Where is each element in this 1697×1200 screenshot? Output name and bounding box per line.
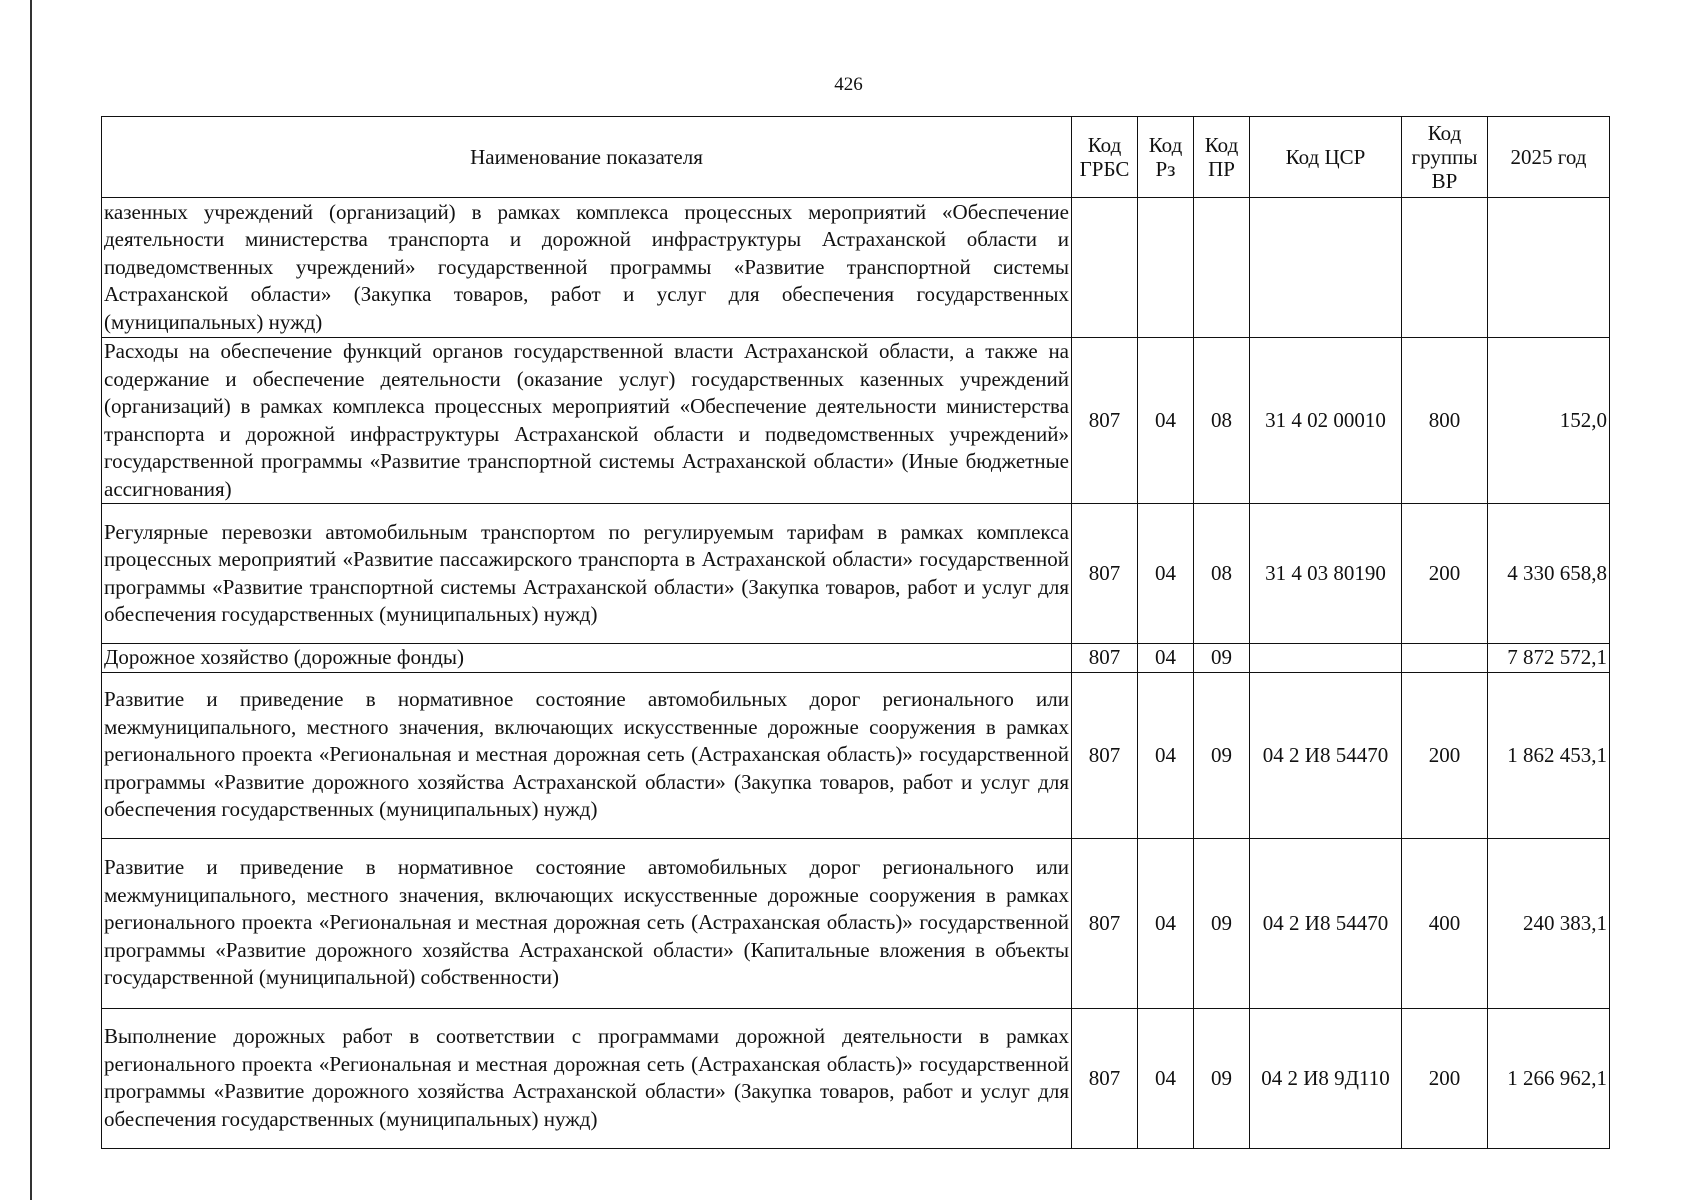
row-amount: 240 383,1 <box>1488 838 1610 1008</box>
budget-table <box>101 116 1610 1149</box>
row-grbs: 807 <box>1072 1008 1138 1148</box>
row-name: Регулярные перевозки автомобильным транспортом по регулируемым тарифам в рамках комплекса процессных мероприятий «Развитие пассажирского транспорта в Астраханской области» государственной программы «Развитие транспортной системы Астраханской области» (Закупка товаров, работ и услуг для обеспечения государственных (муниципальных) нужд) <box>102 504 1072 644</box>
row-vr: 400 <box>1402 838 1488 1008</box>
row-pr: 08 <box>1194 504 1250 644</box>
row-csr: 04 2 И8 54470 <box>1250 838 1402 1008</box>
table-row <box>102 672 1610 838</box>
row-rz: 04 <box>1138 672 1194 838</box>
row-rz: 04 <box>1138 644 1194 673</box>
row-rz: 04 <box>1138 338 1194 504</box>
row-rz: 04 <box>1138 1008 1194 1148</box>
row-vr: 800 <box>1402 338 1488 504</box>
row-grbs: 807 <box>1072 672 1138 838</box>
row-rz: 04 <box>1138 504 1194 644</box>
table-row <box>102 644 1610 673</box>
row-grbs: 807 <box>1072 644 1138 673</box>
row-pr: 09 <box>1194 1008 1250 1148</box>
row-vr: 200 <box>1402 1008 1488 1148</box>
row-name: казенных учреждений (организаций) в рамках комплекса процессных мероприятий «Обеспечение деятельности министерства транспорта и дорожной инфраструктуры Астраханской области и подведомственных учреждений» государственной программы «Развитие транспортной системы Астраханской области» (Закупка товаров, работ и услуг для обеспечения государственных (муниципальных) нужд) <box>102 198 1072 338</box>
row-rz <box>1138 198 1194 338</box>
table-row <box>102 198 1610 338</box>
row-name: Развитие и приведение в нормативное состояние автомобильных дорог регионального или межмуниципального, местного значения, включающих искусственные дорожные сооружения в рамках регионального проекта «Региональная и местная дорожная сеть (Астраханская область)» государственной программы «Развитие дорожного хозяйства Астраханской области» (Закупка товаров, работ и услуг для обеспечения государственных (муниципальных) нужд) <box>102 672 1072 838</box>
row-amount: 152,0 <box>1488 338 1610 504</box>
row-vr <box>1402 198 1488 338</box>
row-csr: 04 2 И8 9Д110 <box>1250 1008 1402 1148</box>
row-name: Расходы на обеспечение функций органов государственной власти Астраханской области, а также на содержание и обеспечение деятельности (оказание услуг) государственных казенных учреждений (организаций) в рамках комплекса процессных мероприятий «Обеспечение деятельности министерства транспорта и дорожной инфраструктуры Астраханской области и подведомственных учреждений» государственной программы «Развитие транспортной системы Астраханской области» (Иные бюджетные ассигнования) <box>102 338 1072 504</box>
row-grbs: 807 <box>1072 838 1138 1008</box>
row-grbs: 807 <box>1072 504 1138 644</box>
row-vr: 200 <box>1402 672 1488 838</box>
header-csr: Код ЦСР <box>1250 117 1402 198</box>
table-row <box>102 838 1610 1008</box>
row-name: Развитие и приведение в нормативное состояние автомобильных дорог регионального или межмуниципального, местного значения, включающих искусственные дорожные сооружения в рамках регионального проекта «Региональная и местная дорожная сеть (Астраханская область)» государственной программы «Развитие дорожного хозяйства Астраханской области» (Капитальные вложения в объекты государственной (муниципальной) собственности) <box>102 838 1072 1008</box>
row-pr: 09 <box>1194 644 1250 673</box>
row-amount: 4 330 658,8 <box>1488 504 1610 644</box>
page-number: 426 <box>834 74 863 95</box>
row-csr <box>1250 198 1402 338</box>
row-csr: 31 4 03 80190 <box>1250 504 1402 644</box>
row-vr <box>1402 644 1488 673</box>
header-year: 2025 год <box>1488 117 1610 198</box>
row-pr: 09 <box>1194 672 1250 838</box>
row-amount: 1 266 962,1 <box>1488 1008 1610 1148</box>
row-csr <box>1250 644 1402 673</box>
row-amount: 1 862 453,1 <box>1488 672 1610 838</box>
row-pr <box>1194 198 1250 338</box>
row-pr: 09 <box>1194 838 1250 1008</box>
row-name: Выполнение дорожных работ в соответствии с программами дорожной деятельности в рамках регионального проекта «Региональная и местная дорожная сеть (Астраханская область)» государственной программы «Развитие дорожного хозяйства Астраханской области» (Закупка товаров, работ и услуг для обеспечения государственных (муниципальных) нужд) <box>102 1008 1072 1148</box>
row-csr: 31 4 02 00010 <box>1250 338 1402 504</box>
table-header-row <box>102 117 1610 198</box>
row-name: Дорожное хозяйство (дорожные фонды) <box>102 644 1072 673</box>
row-grbs: 807 <box>1072 338 1138 504</box>
header-name: Наименование показателя <box>102 117 1072 198</box>
table-row <box>102 1008 1610 1148</box>
table-row <box>102 504 1610 644</box>
header-pr: Код ПР <box>1194 117 1250 198</box>
row-vr: 200 <box>1402 504 1488 644</box>
row-amount <box>1488 198 1610 338</box>
row-grbs <box>1072 198 1138 338</box>
row-amount: 7 872 572,1 <box>1488 644 1610 673</box>
header-vr: Код группы ВР <box>1402 117 1488 198</box>
table-row <box>102 338 1610 504</box>
header-rz: Код Рз <box>1138 117 1194 198</box>
row-pr: 08 <box>1194 338 1250 504</box>
row-rz: 04 <box>1138 838 1194 1008</box>
page-margin-line <box>30 0 32 1200</box>
row-csr: 04 2 И8 54470 <box>1250 672 1402 838</box>
header-grbs: Код ГРБС <box>1072 117 1138 198</box>
